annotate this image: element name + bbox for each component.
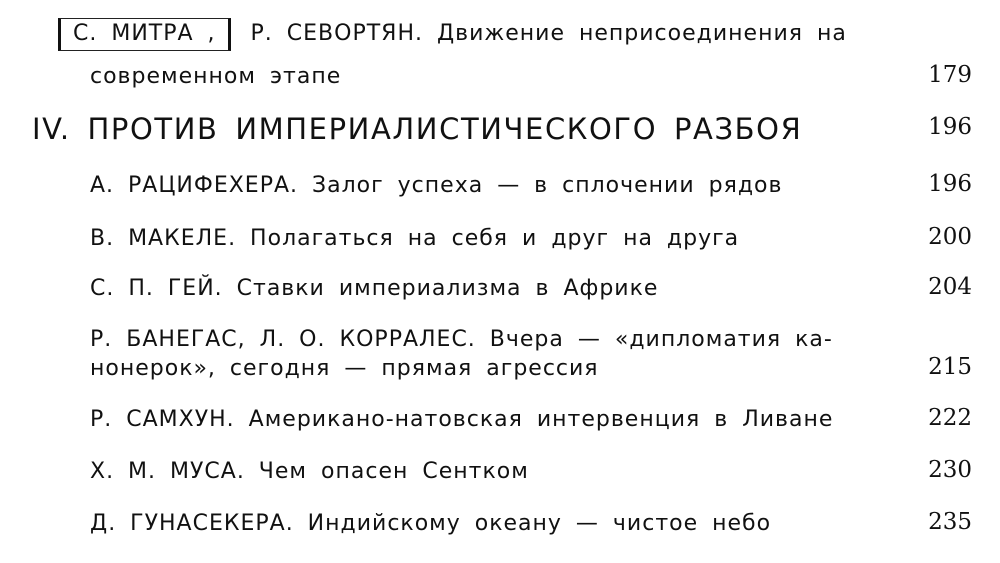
toc-entry-title: Р. САМХУН. Американо-натовская интервенция в Ливане (90, 407, 834, 432)
boxed-author-name: С. МИТРА , (58, 18, 231, 51)
toc-entry-title: С. П. ГЕЙ. Ставки империализма в Африке (90, 276, 659, 301)
page-number: 179 (928, 62, 972, 88)
page-number: 215 (928, 354, 972, 380)
toc-entry-title: Р. СЕВОРТЯН. Движение неприсоединения на (250, 21, 847, 46)
toc-entry-title: Х. М. МУСА. Чем опасен Сентком (90, 459, 529, 484)
page-number: 222 (928, 405, 972, 431)
page-number: 196 (928, 171, 972, 197)
page-number: 200 (928, 224, 972, 250)
toc-entry-title: Д. ГУНАСЕКЕРА. Индийскому океану — чистое небо (90, 511, 772, 536)
toc-entry-title: А. РАЦИФЕХЕРА. Залог успеха — в сплочении рядов (90, 173, 783, 198)
page-number: 204 (928, 274, 972, 300)
page-number: 230 (928, 457, 972, 483)
section-heading: IV. ПРОТИВ ИМПЕРИАЛИСТИЧЕСКОГО РАЗБОЯ (32, 112, 803, 146)
toc-entry-title: В. МАКЕЛЕ. Полагаться на себя и друг на друга (90, 226, 740, 251)
page-number: 235 (928, 509, 972, 535)
toc-entry-line-1 (58, 18, 847, 51)
toc-entry-line-1: Р. БАНЕГАС, Л. О. КОРРАЛЕС. Вчера — «дипломатия ка- (90, 327, 833, 352)
toc-entry-line-2: нонерок», сегодня — прямая агрессия (90, 356, 599, 381)
page-number: 196 (928, 114, 972, 140)
toc-entry-line-2: современном этапе (90, 64, 342, 89)
